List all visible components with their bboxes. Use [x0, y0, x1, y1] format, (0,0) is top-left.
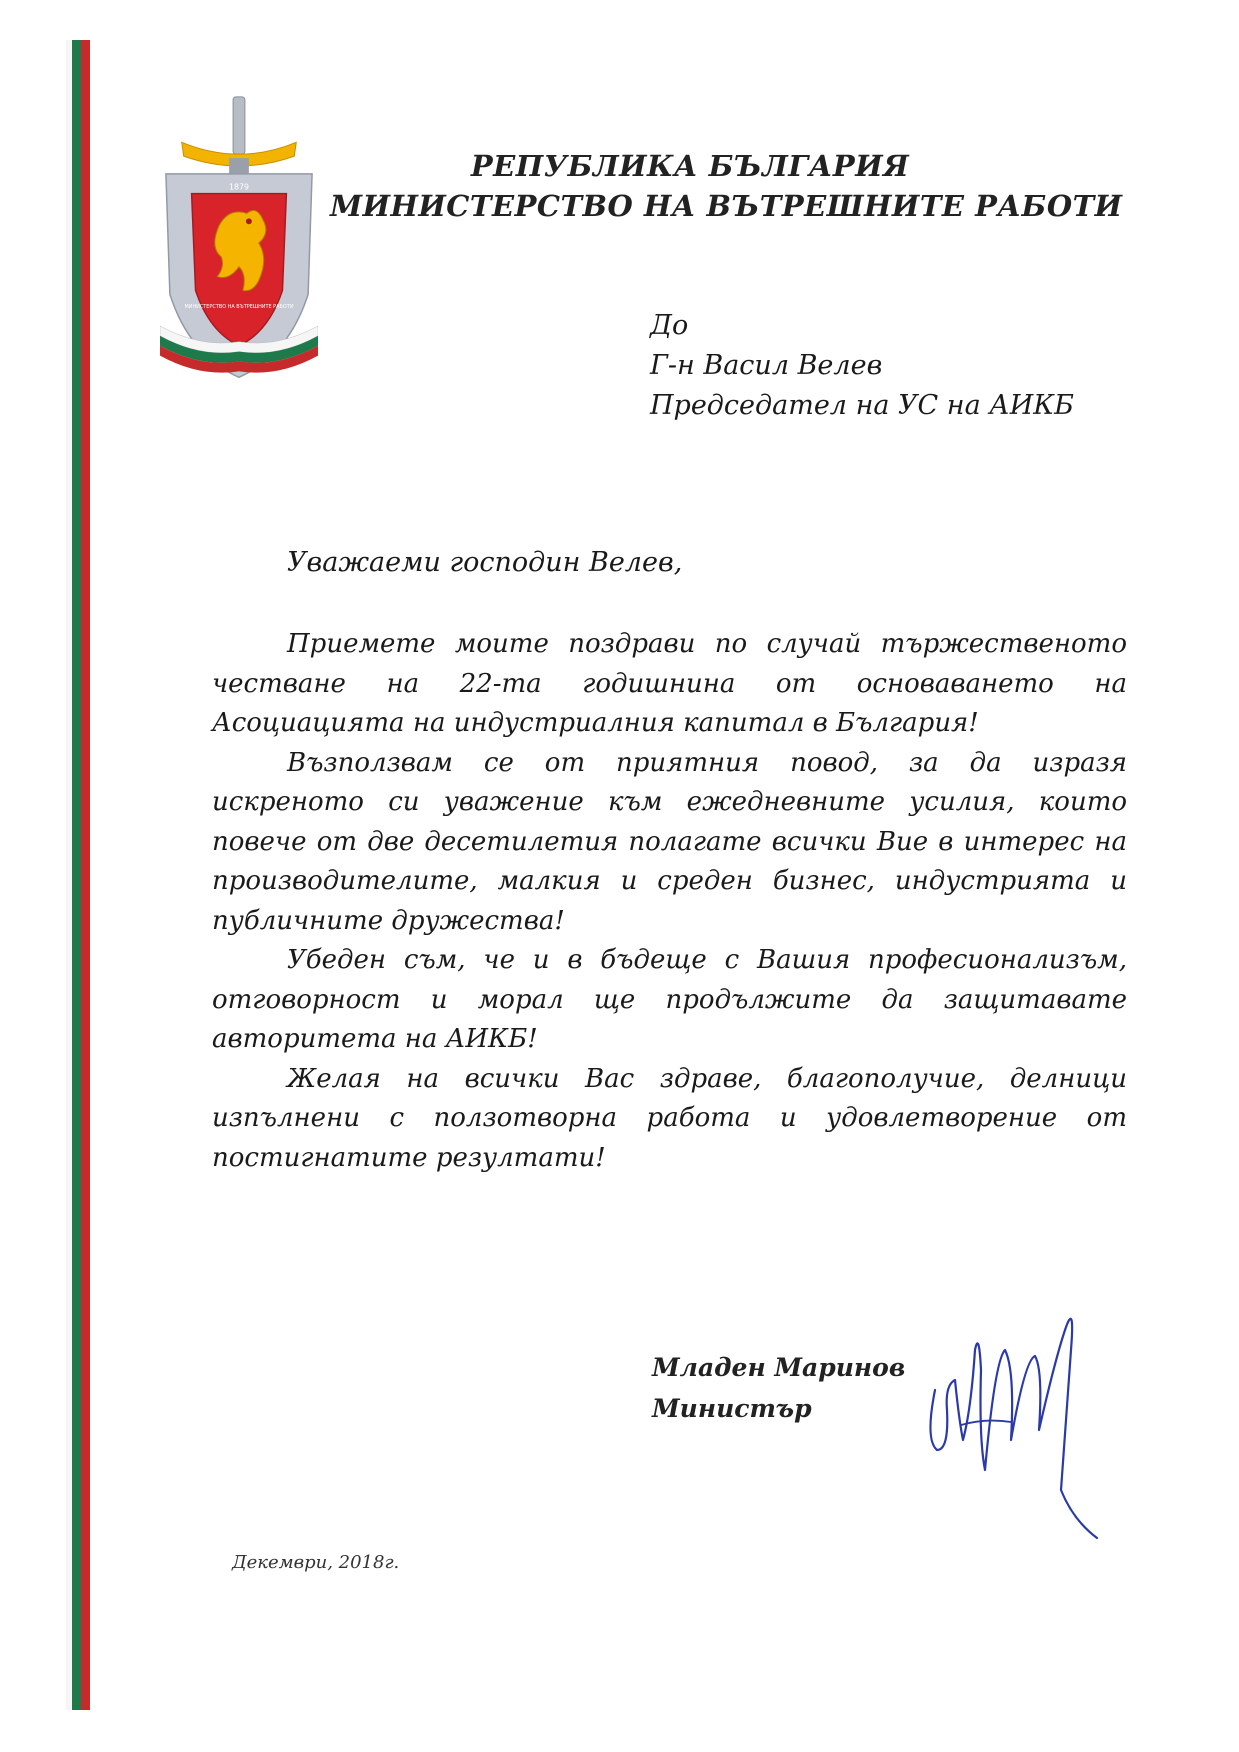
- signer-position: Министър: [652, 1394, 812, 1423]
- crest-year: 1879: [228, 182, 250, 192]
- addressee-block: [650, 306, 1074, 426]
- letter-body: [212, 625, 1127, 1178]
- border-red-stripe: [81, 40, 90, 1710]
- ministry-crest-icon: [160, 95, 318, 395]
- body-paragraph: Убеден съм, че и в бъдеще с Вашия професионализъм, отговорност и морал ще продължите да защитавате авторитета на АИКБ!: [212, 945, 1127, 1054]
- salutation: Уважаеми господин Велев,: [287, 547, 683, 578]
- body-paragraph: Приемете моите поздрави по случай тържественото честване на 22-та годишнина от основаването на Асоциацията на индустриалния капитал в България!: [212, 629, 1127, 738]
- addressee-title: Председател на УС на АИКБ: [650, 390, 1074, 421]
- letter-date: Декември, 2018г.: [232, 1552, 400, 1573]
- handwritten-signature: [915, 1290, 1125, 1550]
- addressee-to: До: [650, 310, 689, 341]
- signer-block: [652, 1347, 905, 1429]
- tricolour-border: [66, 40, 90, 1710]
- addressee-name: Г-н Васил Велев: [650, 350, 883, 381]
- letterhead: [330, 146, 1123, 226]
- letterhead-line-2: МИНИСТЕРСТВО НА ВЪТРЕШНИТЕ РАБОТИ: [330, 189, 1123, 223]
- border-green-stripe: [72, 40, 81, 1710]
- letterhead-line-1: РЕПУБЛИКА БЪЛГАРИЯ: [470, 149, 910, 183]
- signer-name: Младен Маринов: [652, 1353, 906, 1382]
- body-paragraph: Желая на всички Вас здраве, благополучие, делници изпълнени с ползотворна работа и удовлетворение от постигнатите резултати!: [212, 1063, 1127, 1173]
- body-paragraph: Възползвам се от приятния повод, за да изразя искреното си уважение към ежедневните усилия, които повече от две десетилетия полагате всички Вие в интерес на производителите, малкия и среден бизнес, индустрията и публичните дружества!: [212, 747, 1127, 936]
- crest-seal-text: МИНИСТЕРСТВО НА ВЪТРЕШНИТЕ РАБОТИ: [184, 304, 294, 311]
